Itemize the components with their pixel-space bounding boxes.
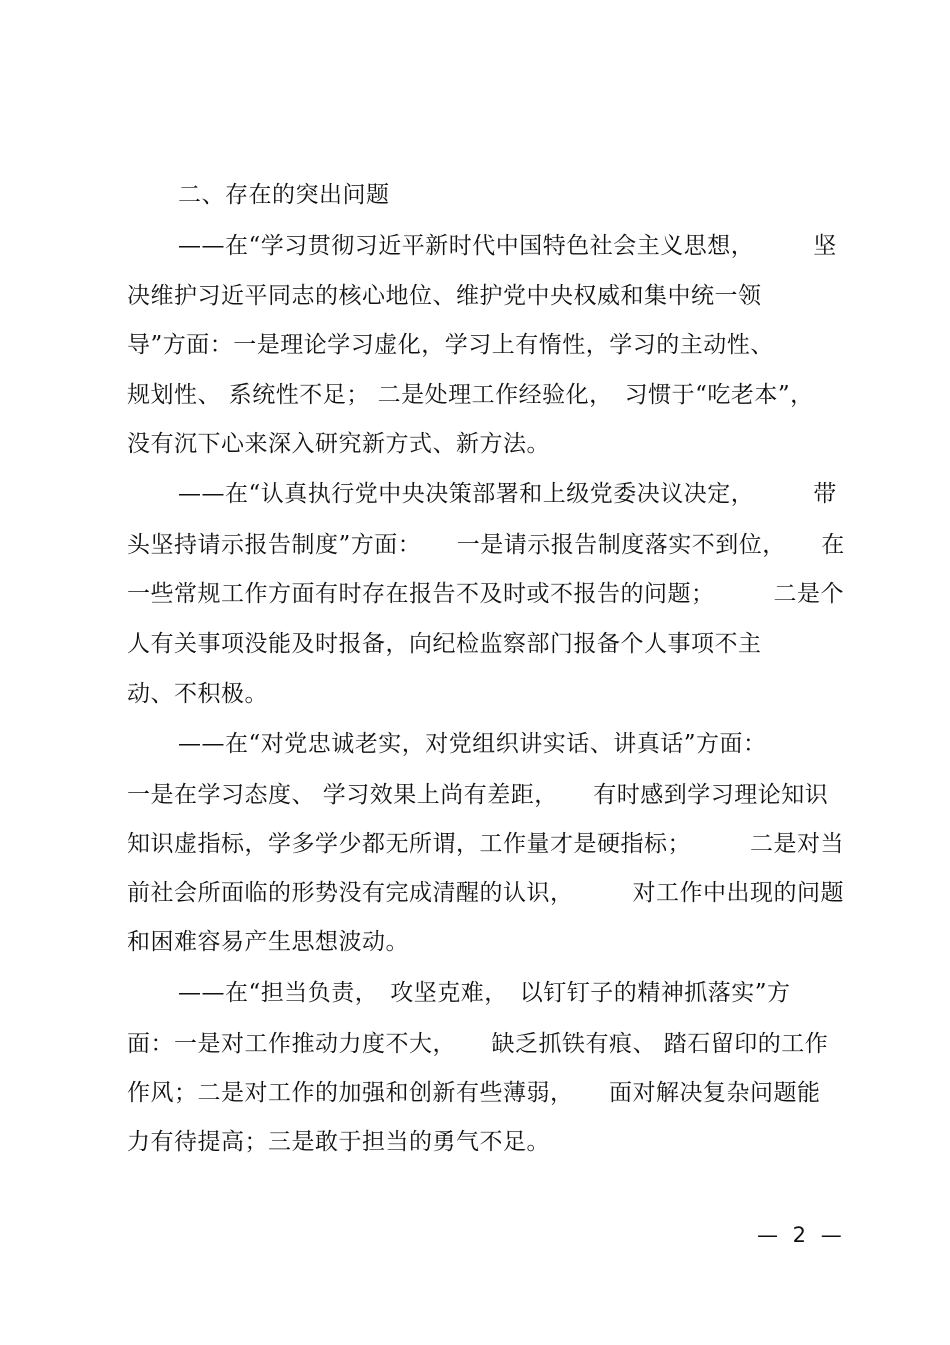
- paragraph-line: 决维护习近平同志的核心地位、维护党中央权威和集中统一领: [127, 283, 762, 309]
- paragraph-line: ——在“对党忠诚老实，对党组织讲实话、讲真话”方面：: [178, 731, 767, 757]
- paragraph-line: 头坚持请示报告制度”方面： 一是请示报告制度落实不到位， 在: [127, 532, 845, 558]
- paragraph-line: 动、不积极。: [127, 681, 268, 707]
- paragraph-line: 面：一是对工作推动力度不大， 缺乏抓铁有痕、 踏石留印的工作: [127, 1031, 829, 1057]
- page-number: — 2 —: [757, 1223, 846, 1247]
- paragraph-line: 力有待提高；三是敢于担当的勇气不足。: [127, 1129, 550, 1155]
- section-heading: 二、存在的突出问题: [178, 182, 390, 208]
- paragraph-line: 一些常规工作方面有时存在报告不及时或不报告的问题； 二是个: [127, 581, 844, 607]
- paragraph-line: 一是在学习态度、 学习效果上尚有差距， 有时感到学习理论知识: [127, 782, 829, 808]
- paragraph-line: 规划性、 系统性不足； 二是处理工作经验化， 习惯于“吃老本”，: [127, 382, 814, 408]
- paragraph-line: ——在“学习贯彻习近平新时代中国特色社会主义思想， 坚: [178, 233, 837, 259]
- paragraph-line: ——在“认真执行党中央决策部署和上级党委决议决定， 带: [178, 481, 837, 507]
- paragraph-line: 和困难容易产生思想波动。: [127, 929, 409, 955]
- paragraph-line: ——在“担当负责， 攻坚克难， 以钉钉子的精神抓落实”方: [178, 980, 791, 1006]
- paragraph-line: 前社会所面临的形势没有完成清醒的认识， 对工作中出现的问题: [127, 880, 844, 906]
- paragraph-line: 作风；二是对工作的加强和创新有些薄弱， 面对解决复杂问题能: [127, 1080, 821, 1106]
- paragraph-line: 人有关事项没能及时报备，向纪检监察部门报备个人事项不主: [127, 631, 762, 657]
- paragraph-line: 知识虚指标，学多学少都无所谓，工作量才是硬指标； 二是对当: [127, 831, 844, 857]
- paragraph-line: 没有沉下心来深入研究新方式、新方法。: [127, 431, 550, 457]
- paragraph-line: 导”方面：一是理论学习虚化，学习上有惰性，学习的主动性、: [127, 332, 774, 358]
